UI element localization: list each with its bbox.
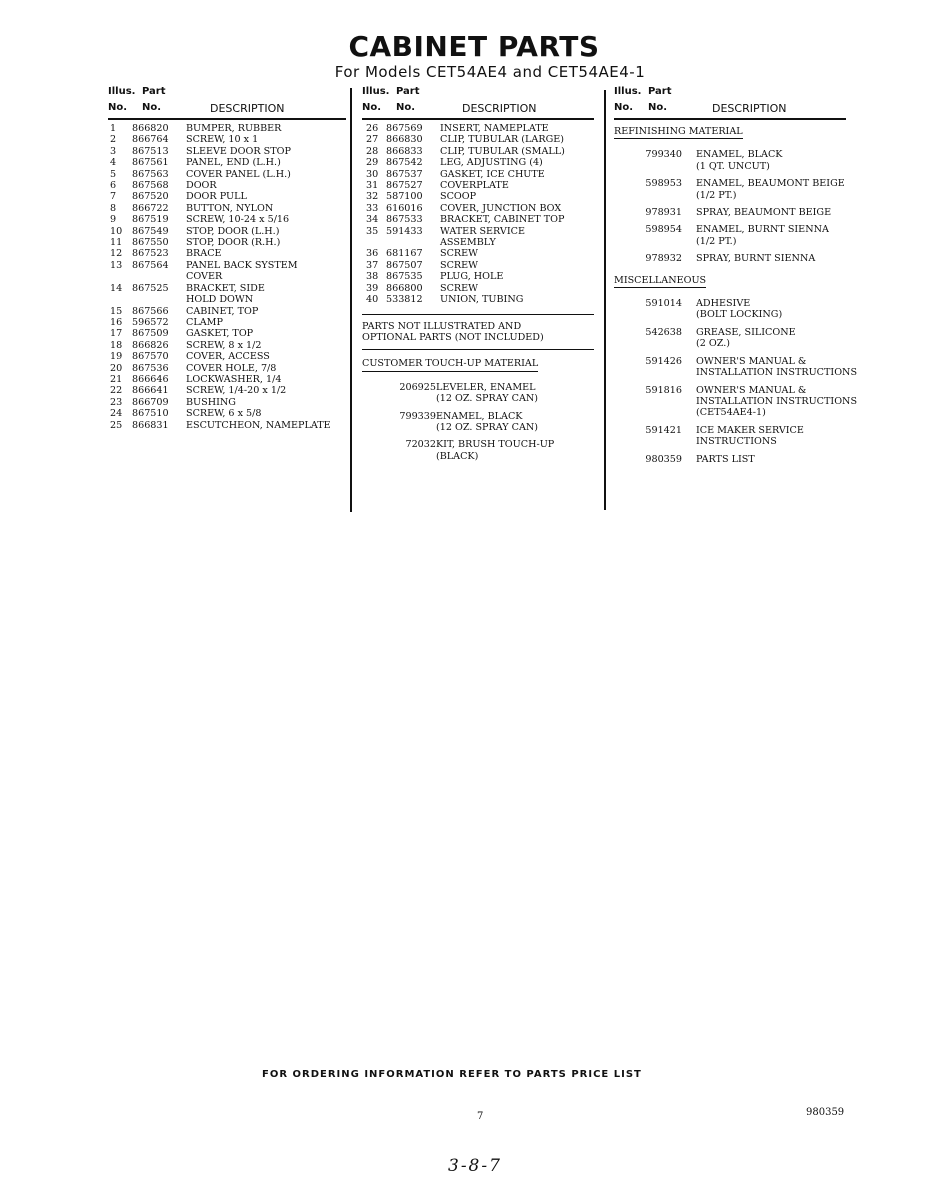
section-title: CUSTOMER TOUCH-UP MATERIAL bbox=[362, 358, 538, 371]
table-row bbox=[362, 248, 594, 259]
part-number: 72032 bbox=[405, 439, 436, 451]
illus-number: 5 bbox=[110, 168, 117, 180]
list-item bbox=[362, 439, 594, 462]
part-description: UNION, TUBING bbox=[440, 294, 524, 306]
part-number: 866830 bbox=[386, 134, 423, 146]
illus-number: 32 bbox=[366, 191, 379, 203]
part-number: 867566 bbox=[132, 305, 169, 317]
part-description: DOOR bbox=[186, 180, 217, 192]
illus-number: 31 bbox=[366, 180, 379, 192]
part-description: GREASE, SILICONE bbox=[696, 326, 796, 338]
part-description: BRACE bbox=[186, 248, 222, 260]
illus-number: 29 bbox=[366, 157, 379, 169]
list-item bbox=[614, 327, 872, 350]
column-divider-1 bbox=[350, 88, 352, 512]
illus-number: 38 bbox=[366, 271, 379, 283]
table-row bbox=[362, 169, 594, 180]
part-number: 867525 bbox=[132, 282, 169, 294]
table-row bbox=[362, 271, 594, 282]
part-description: KIT, BRUSH TOUCH-UP bbox=[436, 439, 555, 451]
list-item bbox=[614, 149, 872, 172]
part-number: 867564 bbox=[132, 259, 169, 271]
part-number: 866820 bbox=[132, 123, 169, 134]
header-illus: Illus. bbox=[614, 86, 642, 97]
part-description: CLIP, TUBULAR (SMALL) bbox=[440, 145, 565, 157]
page-number: 7 bbox=[477, 1111, 484, 1122]
illus-number: 17 bbox=[110, 328, 123, 340]
part-description: ESCUTCHEON, NAMEPLATE bbox=[186, 419, 331, 431]
part-description: BUMPER, RUBBER bbox=[186, 123, 282, 134]
illus-number: 22 bbox=[110, 385, 123, 397]
parts-rows bbox=[362, 123, 594, 306]
part-number: 616016 bbox=[386, 202, 423, 214]
part-number: 866646 bbox=[132, 373, 169, 385]
illus-number: 7 bbox=[110, 191, 117, 203]
table-row bbox=[108, 363, 346, 374]
illus-number: 21 bbox=[110, 373, 123, 385]
table-row bbox=[362, 146, 594, 157]
part-description-cont: (1/2 PT.) bbox=[696, 235, 737, 247]
part-description-cont: (BOLT LOCKING) bbox=[696, 309, 783, 321]
table-row bbox=[362, 226, 594, 249]
part-number: 867550 bbox=[132, 237, 169, 249]
part-number: 866764 bbox=[132, 134, 169, 146]
list-item bbox=[614, 253, 872, 264]
illus-number: 14 bbox=[110, 282, 123, 294]
part-number: 591426 bbox=[645, 355, 682, 367]
illus-number: 30 bbox=[366, 168, 379, 180]
table-row bbox=[362, 283, 594, 294]
part-description: SPRAY, BURNT SIENNA bbox=[696, 253, 816, 265]
part-number: 598954 bbox=[645, 224, 682, 236]
illus-number: 37 bbox=[366, 259, 379, 271]
part-number: 591421 bbox=[645, 424, 682, 436]
list-item bbox=[614, 385, 872, 419]
part-number: 980359 bbox=[645, 453, 682, 465]
part-number: 867537 bbox=[386, 168, 423, 180]
part-number: 867561 bbox=[132, 157, 169, 169]
illus-number: 20 bbox=[110, 362, 123, 374]
part-number: 866641 bbox=[132, 385, 169, 397]
table-row bbox=[108, 134, 346, 145]
refinishing-items bbox=[614, 149, 872, 264]
header-illus: Illus. bbox=[108, 86, 136, 97]
part-description: BRACKET, SIDE bbox=[186, 282, 265, 294]
part-description: PLUG, HOLE bbox=[440, 271, 504, 283]
table-row bbox=[362, 260, 594, 271]
header-rule bbox=[614, 118, 846, 120]
parts-rows bbox=[108, 123, 346, 431]
column-header bbox=[108, 86, 346, 118]
page-title: CABINET PARTS bbox=[348, 30, 600, 63]
parts-column-2 bbox=[362, 86, 594, 468]
header-part: Part bbox=[142, 86, 166, 97]
part-number: 867513 bbox=[132, 145, 169, 157]
handwritten-note: 3-8-7 bbox=[448, 1156, 502, 1176]
part-description: COVER, JUNCTION BOX bbox=[440, 202, 562, 214]
table-row bbox=[108, 397, 346, 408]
part-description: STOP, DOOR (R.H.) bbox=[186, 237, 281, 249]
part-description-cont: HOLD DOWN bbox=[186, 294, 254, 306]
part-description: BRACKET, CABINET TOP bbox=[440, 214, 565, 226]
part-description-cont: (12 OZ. SPRAY CAN) bbox=[436, 421, 539, 433]
refinishing-section bbox=[614, 126, 872, 265]
part-description: STOP, DOOR (L.H.) bbox=[186, 225, 280, 237]
illus-number: 39 bbox=[366, 282, 379, 294]
table-row bbox=[108, 260, 346, 283]
table-row bbox=[362, 134, 594, 145]
part-number: 867509 bbox=[132, 328, 169, 340]
illus-number: 36 bbox=[366, 248, 379, 260]
not-illustrated-note bbox=[362, 314, 594, 344]
section-title: MISCELLANEOUS bbox=[614, 275, 706, 288]
part-number: 867519 bbox=[132, 214, 169, 226]
part-description: SLEEVE DOOR STOP bbox=[186, 145, 291, 157]
header-part-no: No. bbox=[396, 102, 416, 113]
page-subtitle: For Models CET54AE4 and CET54AE4-1 bbox=[334, 63, 646, 81]
table-row bbox=[108, 146, 346, 157]
part-number: 542638 bbox=[645, 326, 682, 338]
table-row bbox=[108, 408, 346, 419]
note-line: OPTIONAL PARTS (NOT INCLUDED) bbox=[362, 331, 544, 343]
part-description: SCREW bbox=[440, 259, 479, 271]
table-row bbox=[108, 351, 346, 362]
header-part-no: No. bbox=[142, 102, 162, 113]
part-number: 867570 bbox=[132, 351, 169, 363]
header-no: No. bbox=[362, 102, 382, 113]
header-no: No. bbox=[614, 102, 634, 113]
part-number: 591816 bbox=[645, 384, 682, 396]
part-description: INSERT, NAMEPLATE bbox=[440, 123, 549, 134]
part-number: 799339 bbox=[399, 410, 436, 422]
illus-number: 3 bbox=[110, 145, 117, 157]
part-number: 591433 bbox=[386, 225, 423, 237]
part-description: SCOOP bbox=[440, 191, 477, 203]
table-row bbox=[362, 157, 594, 168]
part-description: ENAMEL, BLACK bbox=[696, 149, 783, 161]
illus-number: 6 bbox=[110, 180, 117, 192]
table-row bbox=[108, 420, 346, 431]
illus-number: 27 bbox=[366, 134, 379, 146]
part-description: ENAMEL, BEAUMONT BEIGE bbox=[696, 178, 845, 190]
part-description: SPRAY, BEAUMONT BEIGE bbox=[696, 207, 832, 219]
part-description-cont: COVER bbox=[186, 271, 223, 283]
parts-column-1 bbox=[108, 86, 346, 431]
part-description: PANEL, END (L.H.) bbox=[186, 157, 281, 169]
illus-number: 18 bbox=[110, 339, 123, 351]
part-description: COVERPLATE bbox=[440, 180, 509, 192]
misc-items bbox=[614, 298, 872, 465]
part-number: 867542 bbox=[386, 157, 423, 169]
header-illus: Illus. bbox=[362, 86, 390, 97]
part-number: 867507 bbox=[386, 259, 423, 271]
list-item bbox=[614, 207, 872, 218]
part-description-cont: (2 OZ.) bbox=[696, 338, 731, 350]
part-description: SCREW bbox=[440, 282, 479, 294]
list-item bbox=[362, 382, 594, 405]
part-description: COVER HOLE, 7/8 bbox=[186, 362, 277, 374]
part-number: 533812 bbox=[386, 294, 423, 306]
illus-number: 16 bbox=[110, 316, 123, 328]
part-number: 978931 bbox=[645, 207, 682, 219]
table-row bbox=[362, 191, 594, 202]
list-item bbox=[614, 425, 872, 448]
part-description: SCREW bbox=[440, 248, 479, 260]
list-item bbox=[614, 224, 872, 247]
list-item bbox=[614, 356, 872, 379]
header-no: No. bbox=[108, 102, 128, 113]
illus-number: 34 bbox=[366, 214, 379, 226]
part-description: DOOR PULL bbox=[186, 191, 247, 203]
illus-number: 13 bbox=[110, 259, 123, 271]
table-row bbox=[108, 237, 346, 248]
table-row bbox=[108, 203, 346, 214]
illus-number: 19 bbox=[110, 351, 123, 363]
part-number: 867563 bbox=[132, 168, 169, 180]
part-description: OWNER'S MANUAL & bbox=[696, 384, 807, 396]
illus-number: 9 bbox=[110, 214, 117, 226]
table-row bbox=[362, 203, 594, 214]
header-part: Part bbox=[396, 86, 420, 97]
ordering-footer: FOR ORDERING INFORMATION REFER TO PARTS PRICE LIST bbox=[262, 1069, 642, 1080]
part-number: 867568 bbox=[132, 180, 169, 192]
illus-number: 40 bbox=[366, 294, 379, 306]
part-number: 596572 bbox=[132, 316, 169, 328]
part-description: BUSHING bbox=[186, 396, 236, 408]
part-description: LEG, ADJUSTING (4) bbox=[440, 157, 543, 169]
part-description: SCREW, 1/4-20 x 1/2 bbox=[186, 385, 287, 397]
part-number: 867533 bbox=[386, 214, 423, 226]
illus-number: 23 bbox=[110, 396, 123, 408]
illus-number: 10 bbox=[110, 225, 123, 237]
part-number: 867510 bbox=[132, 408, 169, 420]
table-row bbox=[108, 226, 346, 237]
illus-number: 26 bbox=[366, 123, 379, 134]
table-row bbox=[362, 294, 594, 305]
table-row bbox=[108, 328, 346, 339]
table-row bbox=[108, 191, 346, 202]
parts-column-3 bbox=[614, 86, 872, 471]
header-description: DESCRIPTION bbox=[210, 102, 285, 115]
document-number: 980359 bbox=[806, 1107, 845, 1118]
list-item bbox=[362, 411, 594, 434]
part-number: 867523 bbox=[132, 248, 169, 260]
table-row bbox=[362, 214, 594, 225]
list-item bbox=[614, 454, 872, 465]
illus-number: 15 bbox=[110, 305, 123, 317]
part-description-cont: (12 OZ. SPRAY CAN) bbox=[436, 393, 539, 405]
part-description: CLAMP bbox=[186, 316, 223, 328]
section-title: REFINISHING MATERIAL bbox=[614, 126, 743, 139]
part-description-cont: (CET54AE4-1) bbox=[696, 407, 766, 419]
part-description-cont: (1 QT. UNCUT) bbox=[696, 160, 770, 172]
illus-number: 8 bbox=[110, 202, 117, 214]
part-description: SCREW, 8 x 1/2 bbox=[186, 339, 262, 351]
list-item bbox=[614, 178, 872, 201]
header-part: Part bbox=[648, 86, 672, 97]
part-number: 978932 bbox=[645, 253, 682, 265]
illus-number: 4 bbox=[110, 157, 117, 169]
table-row bbox=[108, 283, 346, 306]
part-number: 867536 bbox=[132, 362, 169, 374]
part-number: 866833 bbox=[386, 145, 423, 157]
part-description: CLIP, TUBULAR (LARGE) bbox=[440, 134, 564, 146]
table-row bbox=[362, 180, 594, 191]
part-number: 867549 bbox=[132, 225, 169, 237]
part-number: 799340 bbox=[645, 149, 682, 161]
part-number: 866722 bbox=[132, 202, 169, 214]
part-description: ICE MAKER SERVICE bbox=[696, 424, 804, 436]
part-description-cont: (BLACK) bbox=[436, 450, 479, 462]
part-description-cont: INSTRUCTIONS bbox=[696, 436, 777, 448]
part-description: ENAMEL, BLACK bbox=[436, 410, 523, 422]
part-number: 867520 bbox=[132, 191, 169, 203]
table-row bbox=[108, 340, 346, 351]
part-description: SCREW, 6 x 5/8 bbox=[186, 408, 262, 420]
illus-number: 2 bbox=[110, 134, 117, 146]
table-row bbox=[108, 169, 346, 180]
list-item bbox=[614, 298, 872, 321]
illus-number: 33 bbox=[366, 202, 379, 214]
table-row bbox=[108, 306, 346, 317]
part-description: CABINET, TOP bbox=[186, 305, 259, 317]
column-header bbox=[614, 86, 872, 118]
illus-number: 28 bbox=[366, 145, 379, 157]
table-row bbox=[108, 317, 346, 328]
illus-number: 25 bbox=[110, 419, 123, 431]
part-description: COVER, ACCESS bbox=[186, 351, 270, 363]
table-row bbox=[108, 123, 346, 134]
table-row bbox=[108, 180, 346, 191]
table-row bbox=[108, 157, 346, 168]
part-description-cont: (1/2 PT.) bbox=[696, 189, 737, 201]
note-line: PARTS NOT ILLUSTRATED AND bbox=[362, 320, 522, 332]
part-description: GASKET, ICE CHUTE bbox=[440, 168, 545, 180]
illus-number: 11 bbox=[110, 237, 123, 249]
part-description: OWNER'S MANUAL & bbox=[696, 355, 807, 367]
part-number: 867535 bbox=[386, 271, 423, 283]
table-row bbox=[108, 214, 346, 225]
part-description-cont: INSTALLATION INSTRUCTIONS bbox=[696, 395, 858, 407]
part-number: 598953 bbox=[645, 178, 682, 190]
table-row bbox=[108, 385, 346, 396]
header-part-no: No. bbox=[648, 102, 668, 113]
part-number: 867527 bbox=[386, 180, 423, 192]
part-description: PARTS LIST bbox=[696, 453, 755, 465]
part-description: PANEL BACK SYSTEM bbox=[186, 259, 298, 271]
part-number: 206925 bbox=[399, 381, 436, 393]
illus-number: 12 bbox=[110, 248, 123, 260]
part-description: SCREW, 10-24 x 5/16 bbox=[186, 214, 290, 226]
part-number: 866831 bbox=[132, 419, 169, 431]
header-description: DESCRIPTION bbox=[712, 102, 787, 115]
illus-number: 1 bbox=[110, 123, 117, 134]
part-number: 681167 bbox=[386, 248, 423, 260]
part-description-cont: INSTALLATION INSTRUCTIONS bbox=[696, 367, 858, 379]
header-description: DESCRIPTION bbox=[462, 102, 537, 115]
touchup-section bbox=[362, 349, 594, 462]
misc-section bbox=[614, 275, 872, 465]
illus-number: 35 bbox=[366, 225, 379, 237]
touchup-items bbox=[362, 382, 594, 462]
header-rule bbox=[362, 118, 594, 120]
part-number: 867569 bbox=[386, 123, 423, 134]
part-number: 866826 bbox=[132, 339, 169, 351]
part-number: 587100 bbox=[386, 191, 423, 203]
header-rule bbox=[108, 118, 346, 120]
part-description: COVER PANEL (L.H.) bbox=[186, 168, 291, 180]
part-number: 591014 bbox=[645, 298, 682, 310]
part-number: 866709 bbox=[132, 396, 169, 408]
part-description: ADHESIVE bbox=[696, 298, 751, 310]
table-row bbox=[108, 248, 346, 259]
part-description: LOCKWASHER, 1/4 bbox=[186, 373, 282, 385]
illus-number: 24 bbox=[110, 408, 123, 420]
part-number: 866800 bbox=[386, 282, 423, 294]
part-description: WATER SERVICE bbox=[440, 225, 525, 237]
table-row bbox=[362, 123, 594, 134]
part-description: LEVELER, ENAMEL bbox=[436, 381, 536, 393]
table-row bbox=[108, 374, 346, 385]
column-header bbox=[362, 86, 594, 118]
part-description: ENAMEL, BURNT SIENNA bbox=[696, 224, 829, 236]
part-description: SCREW, 10 x 1 bbox=[186, 134, 259, 146]
part-description-cont: ASSEMBLY bbox=[440, 237, 496, 249]
part-description: BUTTON, NYLON bbox=[186, 202, 274, 214]
part-description: GASKET, TOP bbox=[186, 328, 254, 340]
column-divider-2 bbox=[604, 90, 606, 510]
